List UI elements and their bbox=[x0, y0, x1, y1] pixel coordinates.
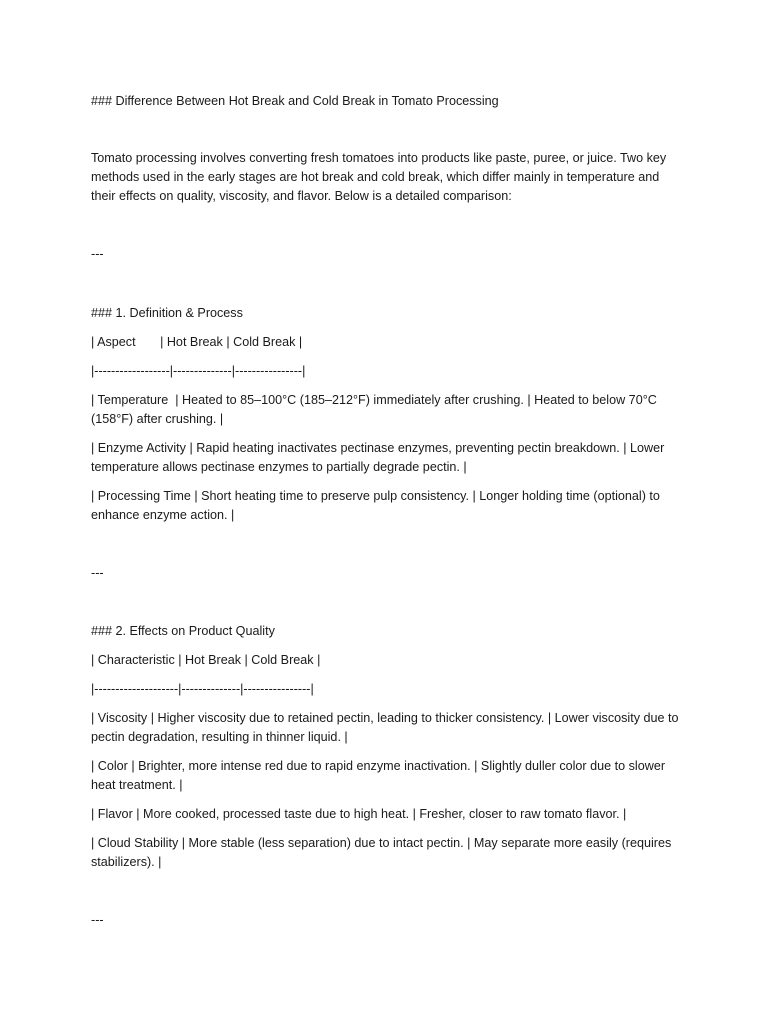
intro-paragraph: Tomato processing involves converting fresh tomatoes into products like paste, puree, or juice. Two key methods used in the early stages are hot break and cold break, which differ mainly in temperature and their effects on quality, viscosity, and flavor. Below is a detailed comparison: bbox=[91, 151, 670, 203]
separator: --- bbox=[91, 913, 104, 927]
document-title: ### Difference Between Hot Break and Cold Break in Tomato Processing bbox=[91, 94, 499, 108]
section-2-row-flavor: | Flavor | More cooked, processed taste due to high heat. | Fresher, closer to raw tomato flavor. | bbox=[91, 807, 627, 821]
section-2-table-divider: |--------------------|--------------|----------------| bbox=[91, 682, 314, 696]
section-1-row-temperature: | Temperature | Heated to 85–100°C (185–212°F) immediately after crushing. | Heated to below 70°C (158°F) after crushing. | bbox=[91, 393, 661, 426]
section-2-row-cloud-stability: | Cloud Stability | More stable (less separation) due to intact pectin. | May separate more easily (requires stabilizers). | bbox=[91, 836, 675, 869]
section-2-table-header: | Characteristic | Hot Break | Cold Break | bbox=[91, 653, 321, 667]
section-2-row-viscosity: | Viscosity | Higher viscosity due to retained pectin, leading to thicker consistency. | Lower viscosity due to pectin degradation, resulting in thinner liquid. | bbox=[91, 711, 683, 744]
section-1-row-processing-time: | Processing Time | Short heating time to preserve pulp consistency. | Longer holding time (optional) to enhance enzyme action. | bbox=[91, 489, 664, 522]
section-1-table-divider: |------------------|--------------|----------------| bbox=[91, 364, 306, 378]
separator: --- bbox=[91, 566, 104, 580]
section-1-table-header: | Aspect | Hot Break | Cold Break | bbox=[91, 335, 303, 349]
separator: --- bbox=[91, 247, 104, 261]
section-1-row-enzyme-activity: | Enzyme Activity | Rapid heating inactivates pectinase enzymes, preventing pectin breakdown. | Lower temperature allows pectinase enzymes to partially degrade pectin. | bbox=[91, 441, 668, 474]
section-2-heading: ### 2. Effects on Product Quality bbox=[91, 624, 275, 638]
section-2-row-color: | Color | Brighter, more intense red due to rapid enzyme inactivation. | Slightly duller color due to slower heat treatment. | bbox=[91, 759, 669, 792]
section-1-heading: ### 1. Definition & Process bbox=[91, 306, 243, 320]
